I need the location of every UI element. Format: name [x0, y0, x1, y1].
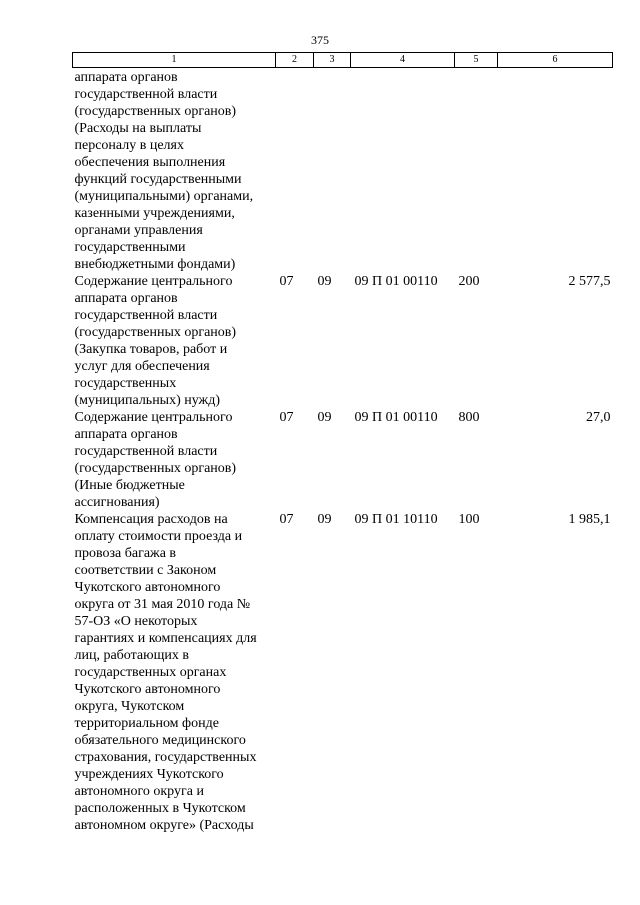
cell-amount	[498, 68, 613, 274]
column-header-5: 5	[455, 53, 498, 68]
cell-subsection: 09	[317, 274, 332, 289]
cell-subsection: 09	[317, 512, 332, 527]
table-row	[73, 273, 613, 409]
cell-expense-type: 200	[458, 274, 480, 289]
cell-target-article: 09 П 01 00110	[354, 274, 438, 289]
cell-subsection: 09	[317, 410, 332, 425]
cell-section: 07	[279, 410, 294, 425]
cell-amount: 1 985,1	[568, 512, 611, 527]
cell-name: Компенсация расходов на оплату стоимости проезда и провоза багажа в соответствии с Законом Чукотского автономного округа от 31 мая 2010 года № 57-ОЗ «О некоторых гарантиях и компенсациях для лиц, работающих в государственных органах Чукотского автономного округа, Чукотском территориальном фонде обязательного медицинского страхования, государственных учреждениях Чукотского автономного округа и расположенных в Чукотском автономном округе» (Расходы	[74, 512, 257, 833]
column-header-1: 1	[73, 53, 276, 68]
cell-amount: 2 577,5	[568, 274, 611, 289]
cell-target-article: 09 П 01 10110	[354, 512, 438, 527]
budget-table	[72, 52, 613, 834]
header-row	[73, 53, 613, 68]
cell-target-article: 09 П 01 00110	[354, 410, 438, 425]
cell-target-article	[351, 68, 455, 274]
cell-expense-type	[455, 68, 498, 274]
column-header-3: 3	[314, 53, 351, 68]
table-row	[73, 511, 613, 834]
column-header-6: 6	[498, 53, 613, 68]
cell-expense-type: 800	[458, 410, 480, 425]
column-header-2: 2	[276, 53, 314, 68]
cell-name: Содержание центрального аппарата органов государственной власти (государственных органов) (Иные бюджетные ассигнования)	[74, 410, 237, 510]
cell-amount: 27,0	[586, 410, 611, 425]
table-row	[73, 68, 613, 274]
cell-section: 07	[279, 274, 294, 289]
table-body	[73, 68, 613, 835]
cell-name: Содержание центрального аппарата органов государственной власти (государственных органов) (Закупка товаров, работ и услуг для обеспечения государственных (муниципальных) нужд)	[74, 274, 237, 408]
cell-name: аппарата органов государственной власти (государственных органов) (Расходы на выплаты персоналу в целях обеспечения выполнения функций государственными (муниципальными) органами, казенными учреждениями, органами управления государственными внебюджетными фондами)	[74, 70, 254, 272]
cell-section: 07	[279, 512, 294, 527]
cell-expense-type: 100	[458, 512, 480, 527]
cell-section	[276, 68, 314, 274]
cell-subsection	[314, 68, 351, 274]
page-number: 375	[311, 33, 329, 47]
table-row	[73, 409, 613, 511]
column-header-4: 4	[351, 53, 455, 68]
